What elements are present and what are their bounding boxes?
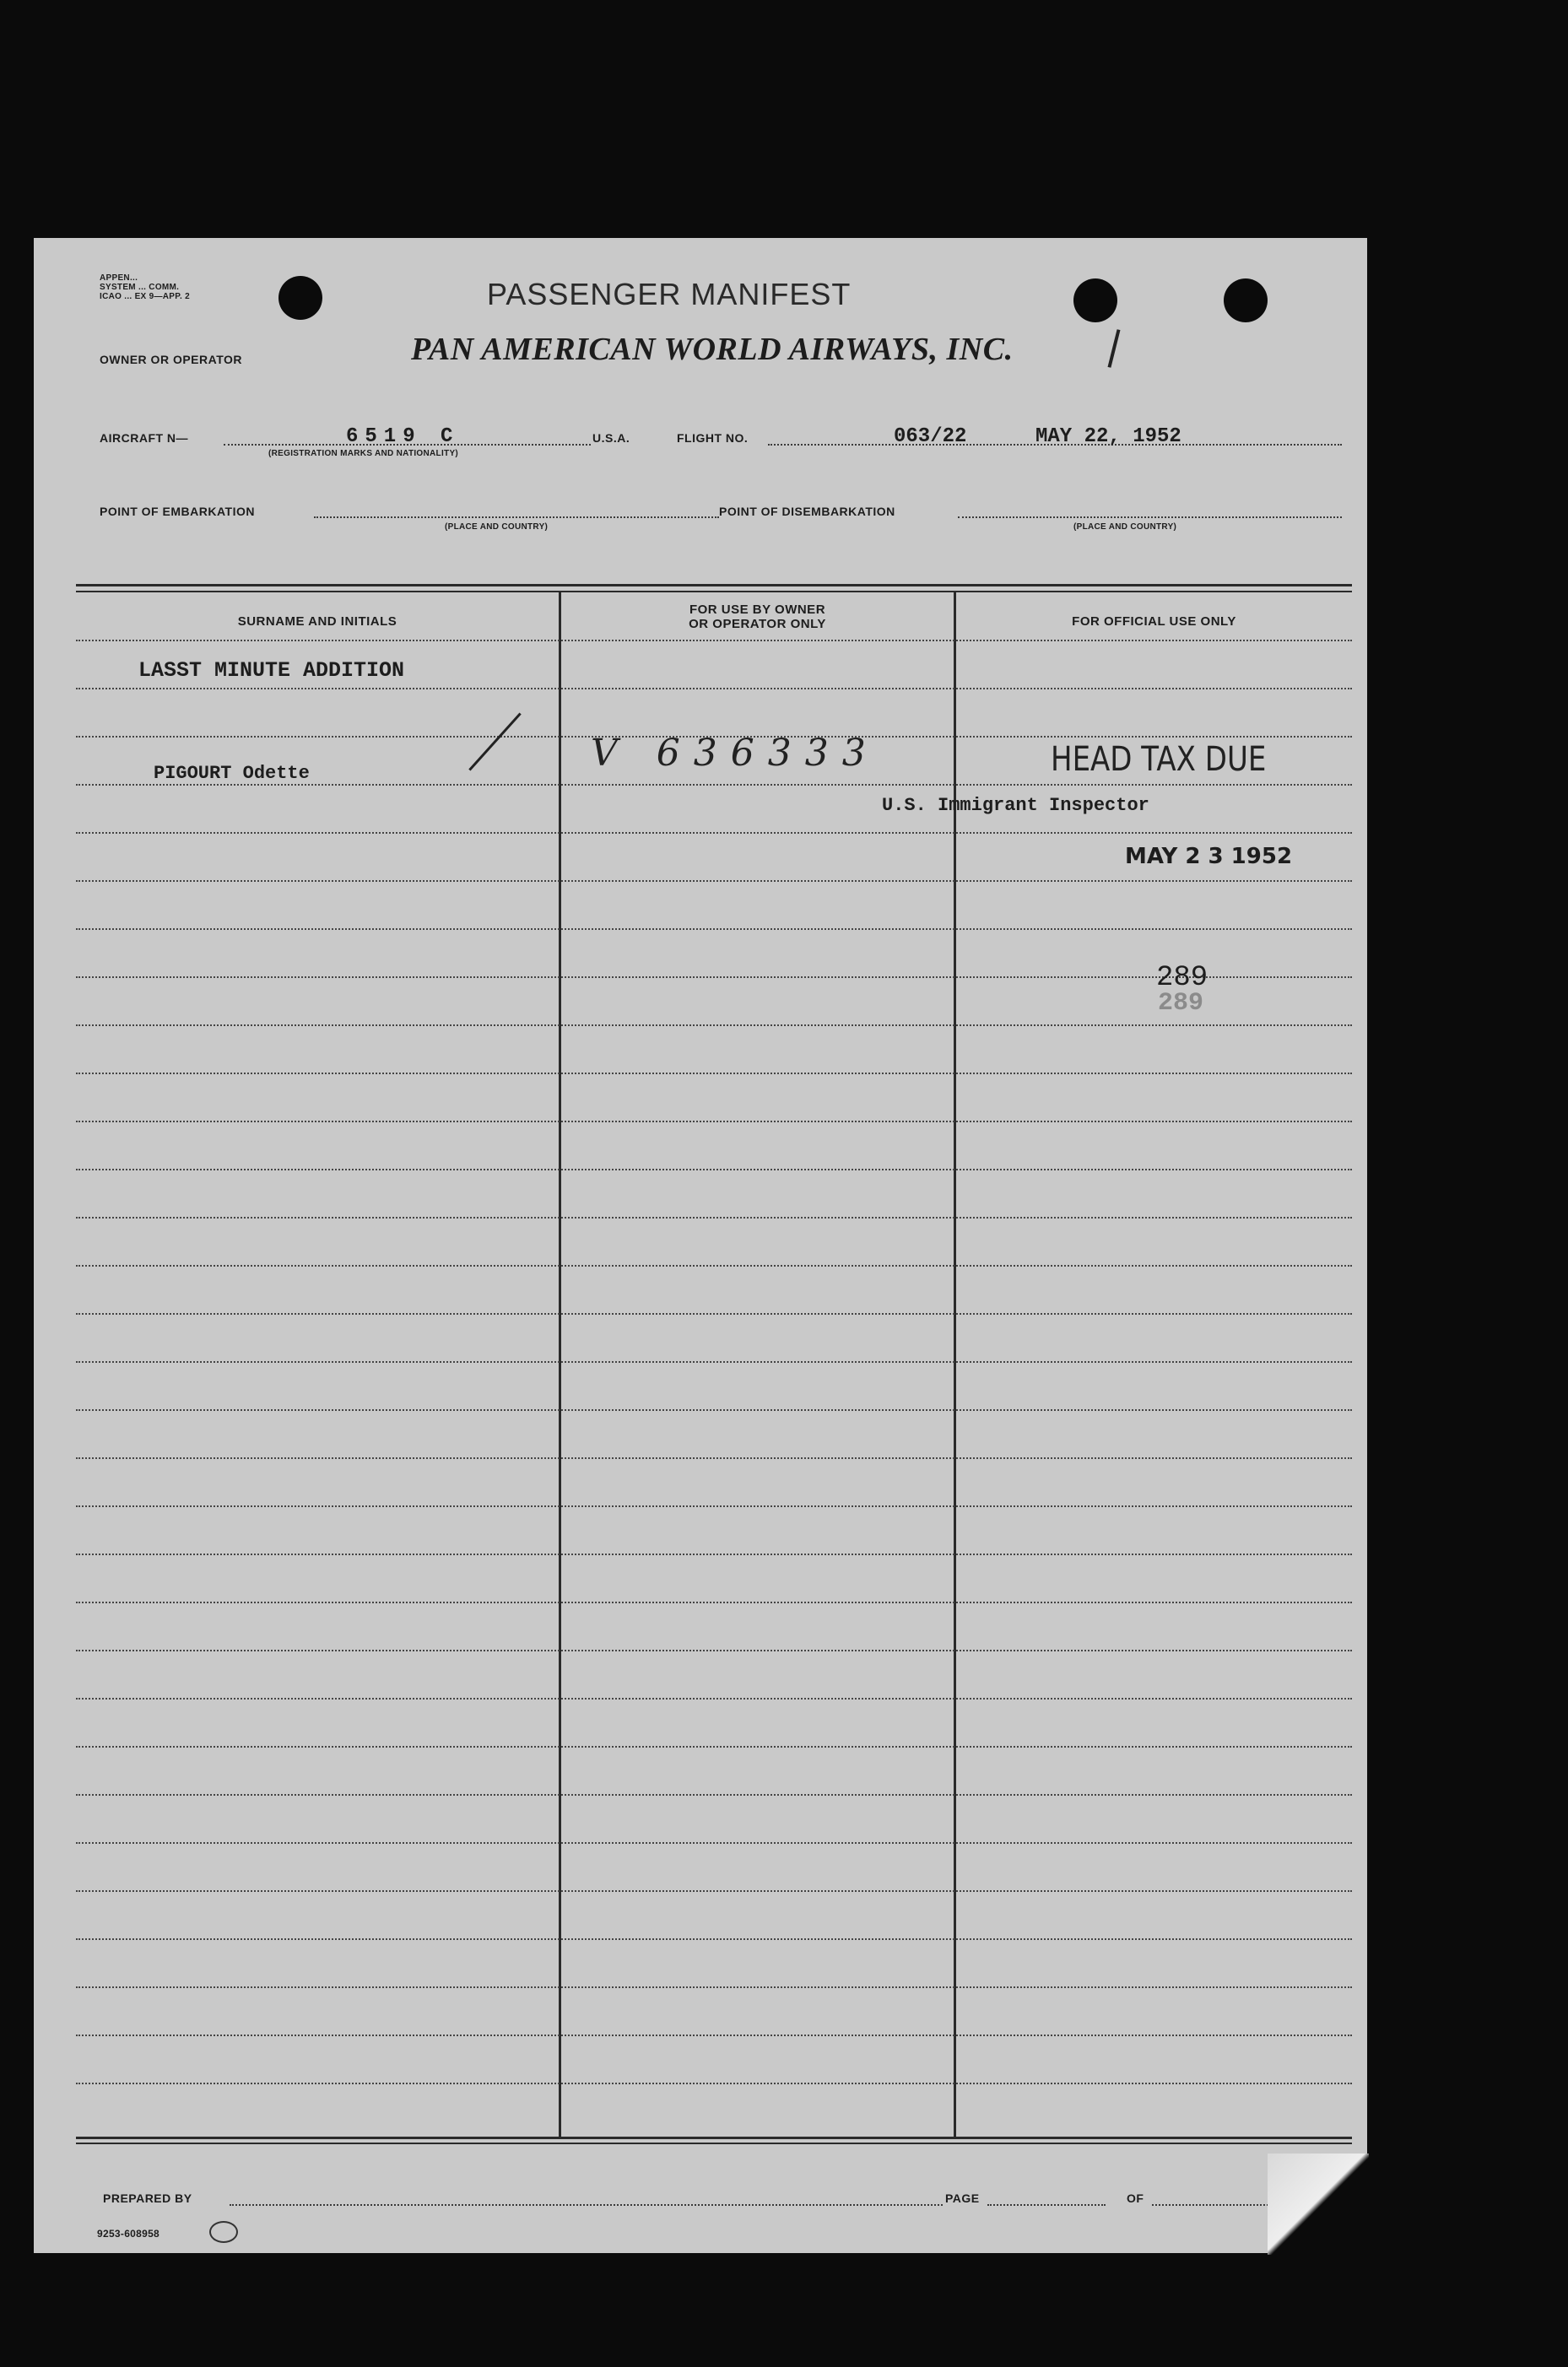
owner-number: V 636333 [591, 732, 879, 775]
table-row [76, 1024, 1352, 1026]
table-row [76, 1554, 1352, 1555]
table-top-rule [76, 584, 1352, 586]
count-number-b: 289 [1158, 989, 1204, 1018]
table-row [76, 1073, 1352, 1074]
aircraft-label: AIRCRAFT N— [100, 431, 189, 445]
table-row [76, 2035, 1352, 2036]
flight-label: FLIGHT NO. [677, 431, 749, 445]
manifest-sheet [34, 238, 1367, 2253]
punch-hole-right-2 [1224, 278, 1268, 322]
table-row [76, 880, 1352, 882]
table-row [76, 2083, 1352, 2084]
flight-value: 063/22 [894, 425, 967, 448]
prepared-by-label: PREPARED BY [103, 2191, 192, 2205]
col3-header: FOR OFFICIAL USE ONLY [1072, 614, 1236, 629]
table-row [76, 1842, 1352, 1844]
table-row [76, 928, 1352, 930]
date-value: MAY 22, 1952 [1035, 425, 1181, 448]
table-row [76, 1265, 1352, 1267]
table-row [76, 1890, 1352, 1892]
punch-hole-right-1 [1073, 278, 1117, 322]
table-row [76, 1602, 1352, 1603]
disembarkation-label: POINT OF DISEMBARKATION [719, 505, 895, 518]
form-number: 9253-608958 [97, 2228, 160, 2240]
table-bottom-rule [76, 2137, 1352, 2139]
passenger-check-mark [468, 713, 521, 771]
count-number-a: 289 [1156, 962, 1208, 994]
table-row [76, 1746, 1352, 1748]
document-title: PASSENGER MANIFEST [487, 277, 852, 311]
table-row [76, 1650, 1352, 1651]
column-divider-2 [954, 592, 956, 2137]
table-row [76, 1313, 1352, 1315]
punch-hole-left [278, 276, 322, 320]
table-row [76, 1986, 1352, 1988]
table-row [76, 1361, 1352, 1363]
table-row [76, 784, 1352, 786]
table-row [76, 1217, 1352, 1219]
usa-label: U.S.A. [592, 431, 630, 445]
table-row [76, 1698, 1352, 1700]
table-row [76, 1505, 1352, 1507]
printer-seal [209, 2221, 238, 2243]
table-row [76, 1409, 1352, 1411]
embarkation-label: POINT OF EMBARKATION [100, 505, 255, 518]
head-tax-stamp: HEAD TAX DUE [1051, 740, 1267, 779]
page-label: PAGE [945, 2191, 980, 2205]
table-row [76, 1169, 1352, 1170]
column-divider-1 [559, 592, 561, 2137]
addition-note: LASST MINUTE ADDITION [138, 658, 405, 683]
inspector-stamp: U.S. Immigrant Inspector [882, 795, 1149, 816]
table-row [76, 1938, 1352, 1940]
check-mark [1107, 329, 1120, 368]
disembarkation-caption: (PLACE AND COUNTRY) [1073, 522, 1177, 532]
owner-label: OWNER OR OPERATOR [100, 353, 242, 366]
table-row [76, 688, 1352, 689]
of-label: OF [1127, 2191, 1144, 2205]
table-row [76, 1794, 1352, 1796]
folded-corner [1268, 2154, 1369, 2255]
table-row [76, 640, 1352, 641]
date-stamp: MAY 2 3 1952 [1125, 844, 1293, 869]
table-row [76, 1121, 1352, 1122]
col1-header: SURNAME AND INITIALS [237, 614, 397, 629]
passenger-name: PIGOURT Odette [154, 763, 310, 784]
aircraft-value: 6519 C [346, 425, 460, 448]
table-row [76, 1457, 1352, 1459]
registration-caption: (REGISTRATION MARKS AND NATIONALITY) [268, 449, 459, 458]
table-row [76, 832, 1352, 834]
embarkation-caption: (PLACE AND COUNTRY) [445, 522, 549, 532]
owner-value: PAN AMERICAN WORLD AIRWAYS, INC. [411, 332, 1014, 367]
form-reference: APPEN... SYSTEM ... COMM. ICAO ... EX 9—APP. 2 [100, 273, 190, 301]
col2-header: FOR USE BY OWNER OR OPERATOR ONLY [689, 603, 826, 631]
